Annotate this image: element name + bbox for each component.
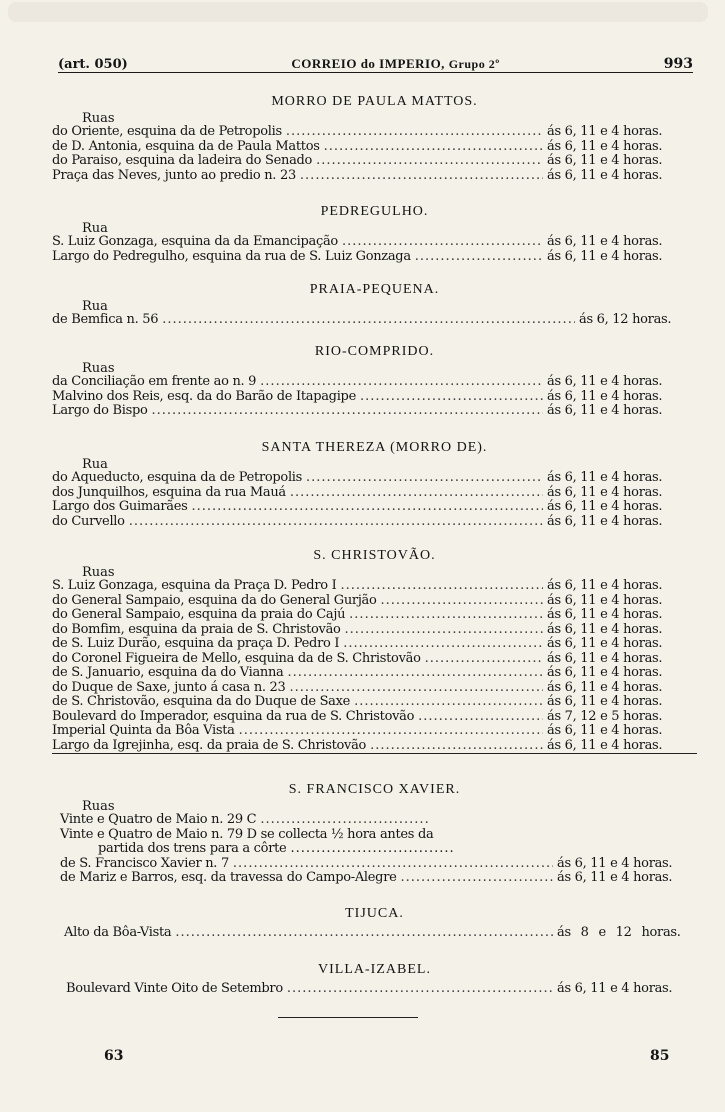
street-name: Malvino dos Reis, esq. da do Barão de Itapagipe [52, 388, 356, 404]
schedule-row [52, 515, 697, 530]
collection-times: ás 6, 11 e 4 horas. [547, 234, 663, 249]
collection-times: ás 6, 11 e 4 horas. [547, 694, 663, 709]
schedule-row [52, 739, 697, 755]
collection-times: ás 6, 11 e 4 horas. [547, 388, 663, 404]
closing-rule [278, 1017, 418, 1018]
section-title: RIO-COMPRIDO. [314, 344, 435, 359]
collection-times: ás 6, 11 e 4 horas. [547, 665, 663, 680]
street-type-label: Ruas [82, 361, 115, 376]
street-name: Alto da Bôa-Vista [64, 925, 172, 940]
street-type-label: Ruas [82, 799, 115, 814]
schedule-row [52, 623, 697, 638]
schedule-row [52, 313, 697, 328]
street-name: de S. Januario, esquina da do Vianna [52, 665, 284, 680]
collection-times: ás 6, 11 e 4 horas. [547, 470, 663, 485]
schedule-row [52, 608, 697, 623]
schedule-row [52, 724, 697, 739]
collection-times: ás 6, 11 e 4 horas. [547, 248, 663, 264]
section-pedregulho [52, 204, 697, 264]
street-name: S. Luiz Gonzaga, esquina da Praça D. Pedro I [52, 578, 337, 593]
section-morro-paula-mattos [52, 94, 697, 183]
collection-times: ás 6, 11 e 4 horas. [547, 403, 663, 418]
section-title: S. CHRISTOVÃO. [313, 548, 436, 563]
section-villa-izabel [52, 962, 697, 997]
schedule-row [52, 390, 697, 405]
collection-times: ás 6, 11 e 4 horas. [547, 138, 663, 154]
street-name: Largo dos Guimarães [52, 499, 188, 514]
schedule-row [52, 235, 697, 250]
schedule-row [52, 695, 697, 710]
schedule-row [52, 813, 697, 828]
schedule-row [52, 926, 697, 941]
collection-times: ás 6, 11 e 4 horas. [547, 621, 663, 637]
street-name: Vinte e Quatro de Maio n. 29 C [60, 812, 257, 827]
schedule-row [52, 871, 697, 886]
street-name: Largo da Igrejinha, esq. da praia de S. Christovão [52, 737, 367, 753]
page-header [58, 50, 693, 73]
section-title: PRAIA-PEQUENA. [309, 282, 440, 297]
street-type-label: Rua [82, 221, 108, 236]
schedule-row [52, 857, 697, 872]
collection-times: ás 6, 11 e 4 horas. [557, 981, 673, 996]
street-name: do Paraiso, esquina da ladeira do Senado [52, 153, 313, 168]
schedule-row [52, 500, 697, 515]
collection-times: ás 6, 11 e 4 horas. [547, 124, 663, 139]
schedule-row [52, 375, 697, 390]
street-name: de D. Antonia, esquina da de Paula Mattos [52, 138, 320, 154]
collection-times: ás 8 e 12 horas. [557, 925, 681, 940]
schedule-row [52, 681, 697, 696]
street-type-label: Ruas [82, 111, 115, 126]
top-edge-stain [8, 2, 708, 22]
collection-times: ás 6, 11 e 4 horas. [547, 737, 663, 753]
collection-times: ás 7, 12 e 5 horas. [547, 708, 663, 724]
schedule-row [52, 579, 697, 594]
street-name: do General Sampaio, esquina da do General Gurjão [52, 592, 377, 608]
street-name: Boulevard do Imperador, esquina da rua de S. Christovão [52, 708, 415, 724]
street-type-label: Rua [82, 457, 108, 472]
collection-times: ás 6, 11 e 4 horas. [547, 499, 663, 514]
street-name: do Curvello [52, 513, 125, 529]
collection-times: ás 6, 11 e 4 horas. [547, 607, 663, 622]
collection-times: ás 6, 11 e 4 horas. [547, 592, 663, 608]
section-title: S. FRANCISCO XAVIER. [288, 782, 461, 797]
street-name: do Aqueducto, esquina da de Petropolis [52, 470, 303, 485]
collection-times: ás 6, 11 e 4 horas. [547, 679, 663, 695]
header-page-number: 993 [663, 56, 693, 72]
street-name: de Bemfica n. 56 [52, 312, 159, 327]
street-type-label: Ruas [82, 565, 115, 580]
street-name: de S. Luiz Durão, esquina da praça D. Pedro I [52, 636, 340, 651]
collection-times: ás 6, 11 e 4 horas. [547, 650, 663, 666]
collection-times: ás 6, 11 e 4 horas. [547, 374, 663, 389]
street-name: do Coronel Figueira de Mello, esquina da de S. Christovão [52, 650, 421, 666]
schedule-row [52, 710, 697, 725]
section-title: VILLA-IZABEL. [318, 962, 431, 977]
header-article-ref: (art. 050) [58, 57, 128, 72]
header-title [158, 56, 633, 72]
collection-times: ás 6, 11 e 4 horas. [547, 153, 663, 168]
collection-times: ás 6, 11 e 4 horas. [557, 870, 673, 885]
street-name: Largo do Pedregulho, esquina da rua de S. Luiz Gonzaga [52, 248, 411, 264]
street-type-label: Rua [82, 299, 108, 314]
schedule-row [52, 250, 697, 265]
schedule-row-note [52, 828, 697, 843]
collection-times: ás 6, 11 e 4 horas. [557, 855, 673, 871]
schedule-row [52, 666, 697, 681]
street-name: do Oriente, esquina da de Petropolis [52, 124, 282, 139]
schedule-row [52, 637, 697, 652]
street-name: Largo do Bispo [52, 403, 148, 418]
street-name: dos Junquilhos, esquina da rua Mauá [52, 484, 286, 500]
collection-times: ás 6, 11 e 4 horas. [547, 484, 663, 500]
section-title: SANTA THEREZA (MORRO DE). [261, 440, 488, 455]
street-name: do General Sampaio, esquina da praia do Cajú [52, 607, 346, 622]
collection-times: ás 6, 11 e 4 horas. [547, 167, 663, 183]
schedule-row [52, 154, 697, 169]
section-title: TIJUCA. [345, 906, 404, 921]
section-sao-francisco-xavier [52, 782, 697, 886]
schedule-row [52, 404, 697, 419]
collection-times: ás 6, 11 e 4 horas. [547, 636, 663, 651]
section-tijuca [52, 906, 697, 941]
footer-page-number-right: 85 [650, 1048, 670, 1064]
collection-times: ás 6, 11 e 4 horas. [547, 513, 663, 529]
collection-note-continued: partida dos trens para a côrte [98, 841, 287, 856]
schedule-row [52, 125, 697, 140]
schedule-row [52, 594, 697, 609]
header-group: Grupo 2º [448, 57, 500, 71]
street-name: de S. Francisco Xavier n. 7 [60, 855, 229, 871]
section-praia-pequena [52, 282, 697, 328]
street-name: Boulevard Vinte Oito de Setembro [66, 981, 283, 996]
schedule-row [52, 471, 697, 486]
collection-note: Vinte e Quatro de Maio n. 79 D se collecta ½ hora antes da [60, 826, 434, 842]
collection-times: ás 6, 11 e 4 horas. [547, 578, 663, 593]
schedule-row [52, 169, 697, 184]
section-sao-christovao [52, 548, 697, 754]
street-name: de Mariz e Barros, esq. da travessa do Campo-Alegre [60, 870, 397, 885]
street-name: do Bomfim, esquina da praia de S. Christovão [52, 621, 341, 637]
section-rio-comprido [52, 344, 697, 419]
schedule-row [52, 486, 697, 501]
section-santa-thereza [52, 440, 697, 529]
footer-page-number-left: 63 [104, 1048, 124, 1064]
header-title-text: CORREIO do IMPERIO, [291, 56, 445, 71]
street-name: S. Luiz Gonzaga, esquina da da Emancipação [52, 234, 338, 249]
street-name: da Conciliação em frente ao n. 9 [52, 374, 257, 389]
street-name: de S. Christovão, esquina da do Duque de Saxe [52, 694, 351, 709]
schedule-row [52, 982, 697, 997]
section-title: PEDREGULHO. [320, 204, 429, 219]
schedule-row [52, 140, 697, 155]
section-title: MORRO DE PAULA MATTOS. [271, 94, 478, 109]
street-name: Imperial Quinta da Bôa Vista [52, 723, 235, 738]
collection-times: ás 6, 11 e 4 horas. [547, 723, 663, 738]
collection-times: ás 6, 12 horas. [579, 312, 672, 327]
schedule-row [52, 652, 697, 667]
schedule-row-note-continued [52, 842, 697, 857]
street-name: Praça das Neves, junto ao predio n. 23 [52, 167, 296, 183]
street-name: do Duque de Saxe, junto á casa n. 23 [52, 679, 286, 695]
